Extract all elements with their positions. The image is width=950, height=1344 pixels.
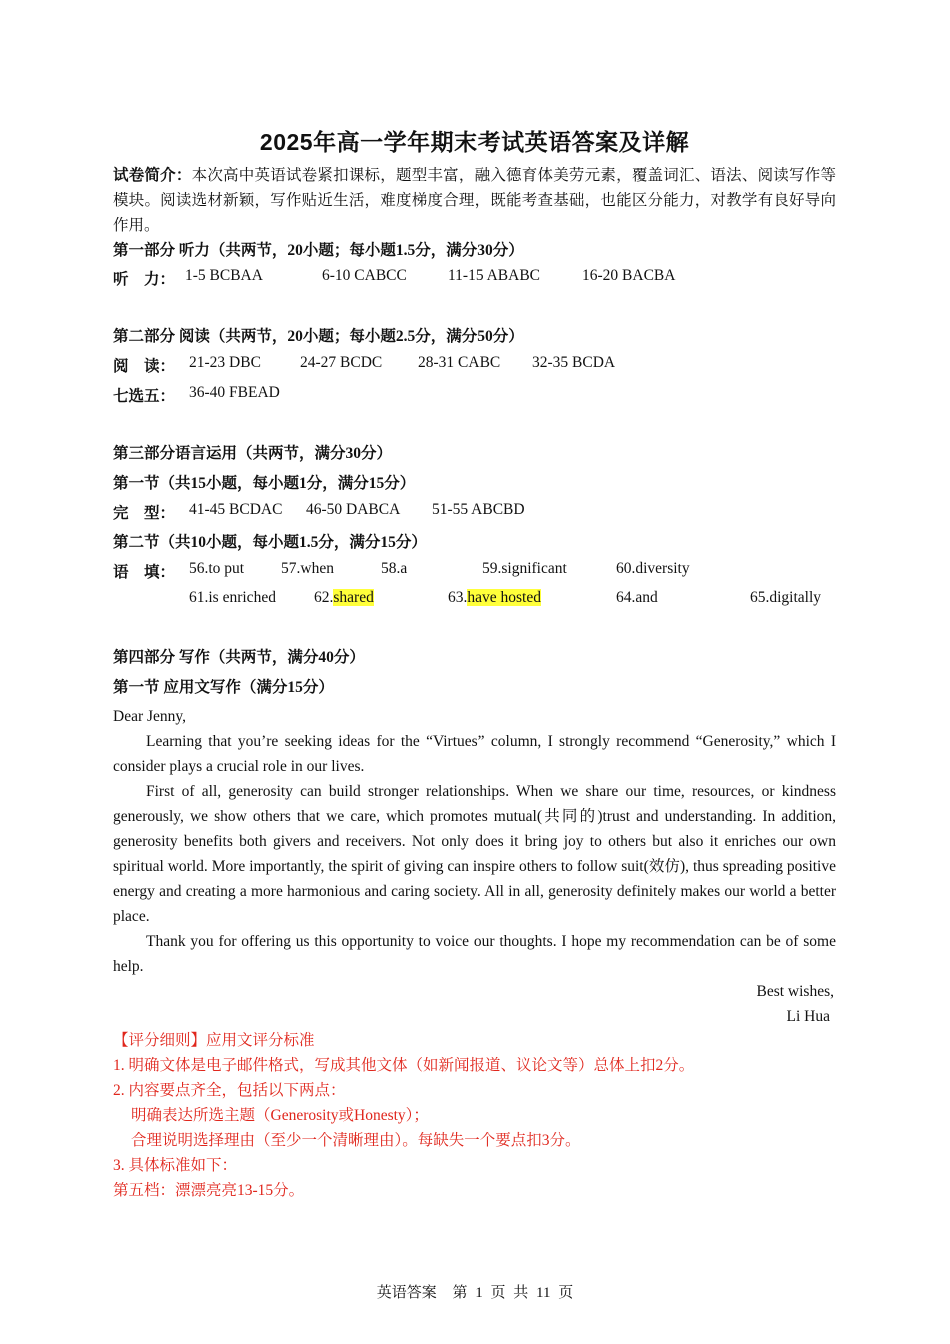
fill-answer: 59.significant bbox=[482, 560, 567, 577]
letter-closing: Best wishes, bbox=[756, 983, 834, 1000]
answer-group: 11-15 ABABC bbox=[448, 267, 541, 284]
fill-answer: 60.diversity bbox=[616, 560, 690, 577]
answer-group: 41-45 BCDAC bbox=[189, 501, 283, 518]
fill-answer: 61.is enriched bbox=[189, 589, 276, 606]
answer-group: 21-23 DBC bbox=[189, 354, 261, 371]
intro-label: 试卷简介： bbox=[113, 167, 192, 184]
part3-section2-heading: 第二节（共10小题，每小题1.5分，满分15分） bbox=[113, 534, 427, 551]
part4-section1-heading: 第一节 应用文写作（满分15分） bbox=[113, 679, 334, 696]
fill-answers-row-2 bbox=[113, 589, 836, 611]
fill-answers-row-1 bbox=[113, 560, 836, 582]
footer-text: 第 bbox=[452, 1285, 468, 1301]
answer-group: 16-20 BACBA bbox=[582, 267, 676, 284]
highlight-mark: shared bbox=[333, 589, 374, 606]
reading-answers-row bbox=[113, 354, 836, 376]
answer-group: 6-10 CABCC bbox=[322, 267, 407, 284]
footer-text: 页 bbox=[490, 1285, 506, 1301]
part4-heading: 第四部分 写作（共两节，满分40分） bbox=[113, 649, 365, 666]
letter-paragraph: Thank you for offering us this opportunity to voice our thoughts. I hope my recommendation can be of some help. bbox=[113, 933, 836, 975]
footer-text: 页 bbox=[558, 1285, 574, 1301]
criteria-subitem: 明确表达所选主题（Generosity或Honesty）； bbox=[131, 1107, 429, 1124]
letter-greeting: Dear Jenny, bbox=[113, 708, 187, 725]
cloze-answers-row bbox=[113, 501, 836, 523]
answer-group: 32-35 BCDA bbox=[532, 354, 616, 371]
criteria-item: 2. 内容要点齐全，包括以下两点： bbox=[113, 1082, 346, 1099]
answer-group: 28-31 CABC bbox=[418, 354, 501, 371]
footer-total-pages: 11 bbox=[536, 1285, 551, 1301]
answer-group: 46-50 DABCA bbox=[306, 501, 401, 518]
intro-text: 本次高中英语试卷紧扣课标，题型丰富，融入德育体美劳元素，覆盖词汇、语法、阅读写作等模块。阅读选材新颖，写作贴近生活，难度梯度合理，既能考查基础，也能区分能力，对教学有良好导向作用。 bbox=[113, 167, 836, 234]
grading-criteria bbox=[113, 1028, 836, 1203]
seven-choice-answers-row bbox=[113, 384, 836, 406]
criteria-item: 3. 具体标准如下： bbox=[113, 1157, 238, 1174]
fill-label: 语 填： bbox=[113, 564, 176, 581]
footer-text: 共 bbox=[513, 1285, 529, 1301]
footer-text: 英语答案 bbox=[376, 1285, 437, 1301]
criteria-item: 1. 明确文体是电子邮件格式，写成其他文体（如新闻报道、议论文等）总体上扣2分。 bbox=[113, 1057, 695, 1074]
answer-group: 36-40 FBEAD bbox=[189, 384, 280, 401]
letter-signature: Li Hua bbox=[786, 1008, 830, 1025]
fill-answer: 56.to put bbox=[189, 560, 245, 577]
intro-paragraph bbox=[113, 163, 836, 238]
listening-label: 听 力： bbox=[113, 271, 176, 288]
cloze-label: 完 型： bbox=[113, 505, 176, 522]
fill-answer: 58.a bbox=[381, 560, 408, 577]
answer-group: 51-55 ABCBD bbox=[432, 501, 525, 518]
fill-answer: 57.when bbox=[281, 560, 334, 577]
criteria-subitem: 合理说明选择理由（至少一个清晰理由）。每缺失一个要点扣3分。 bbox=[131, 1132, 581, 1149]
fill-answer: 64.and bbox=[616, 589, 658, 606]
part3-section1-heading: 第一节（共15小题，每小题1分，满分15分） bbox=[113, 475, 416, 492]
seven-choice-label: 七选五： bbox=[113, 388, 176, 405]
letter-paragraph: Learning that you’re seeking ideas for the “Virtues” column, I strongly recommend “Generosity,” which I consider plays a crucial role in our lives. bbox=[113, 733, 836, 775]
answer-group: 1-5 BCBAA bbox=[185, 267, 263, 284]
footer-page-number: 1 bbox=[475, 1285, 483, 1301]
letter-paragraph: First of all, generosity can build stronger relationships. When we share our time, resources, or kindness generously, we show others that we care, which promotes mutual(共同的)trust and understanding. In addition, generosity benefits both givers and receivers. Not only does it bring joy to others but also it enriches our own spiritual world. More importantly, the spirit of giving can inspire others to follow suit(效仿), thus spreading positive energy and creating a more harmonious and caring society. All in all, generosity definitely makes our world a better place. bbox=[113, 783, 836, 925]
page-footer bbox=[0, 1281, 950, 1302]
model-letter bbox=[113, 704, 836, 1029]
answer-group: 24-27 BCDC bbox=[300, 354, 383, 371]
listening-answers-row bbox=[113, 267, 836, 289]
fill-answer-highlighted: 62.shared bbox=[314, 589, 374, 606]
criteria-item: 第五档：漂漂亮亮13-15分。 bbox=[113, 1182, 305, 1199]
reading-label: 阅 读： bbox=[113, 358, 176, 375]
criteria-title: 【评分细则】应用文评分标准 bbox=[113, 1032, 315, 1049]
fill-answer-highlighted: 63.have hosted bbox=[448, 589, 541, 606]
part1-heading: 第一部分 听力（共两节，20小题；每小题1.5分，满分30分） bbox=[113, 242, 524, 259]
fill-answer: 65.digitally bbox=[750, 589, 822, 606]
part2-heading: 第二部分 阅读（共两节，20小题；每小题2.5分，满分50分） bbox=[113, 328, 524, 345]
part3-heading: 第三部分语言运用（共两节，满分30分） bbox=[113, 445, 393, 462]
page-title: 2025年高一学年期末考试英语答案及详解 bbox=[259, 129, 690, 155]
highlight-mark: have hosted bbox=[467, 589, 541, 606]
